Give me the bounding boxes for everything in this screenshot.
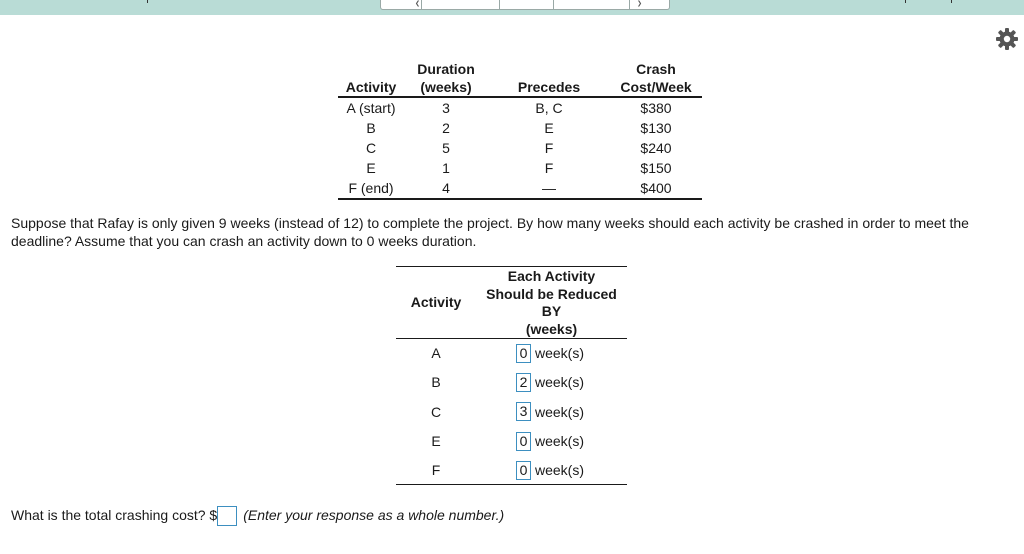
unit-label: week(s) xyxy=(535,374,585,391)
answer-row xyxy=(396,426,627,455)
top-toolbar xyxy=(0,0,1024,15)
cell-precedes: F xyxy=(544,140,554,156)
unit-label: week(s) xyxy=(535,462,585,479)
cell-cost: $240 xyxy=(640,140,672,156)
navigator-divider xyxy=(421,0,422,9)
answer-activity-label: F xyxy=(396,456,476,485)
toolbar-tick xyxy=(905,0,906,3)
cell-activity: C xyxy=(365,140,377,156)
cell-precedes: — xyxy=(488,178,610,199)
question-navigator[interactable] xyxy=(380,0,670,10)
total-cost-hint: (Enter your response as a whole number.) xyxy=(243,507,505,523)
col-crash-cost: Crash Cost/Week xyxy=(610,60,702,97)
answer-col-reduction: Each Activity Should be Reduced BY (weeks) xyxy=(476,267,627,339)
answer-activity-label: A xyxy=(431,345,441,362)
cell-activity: B xyxy=(366,120,376,136)
table-row xyxy=(338,178,702,199)
crash-data-table xyxy=(338,60,702,200)
cell-cost: $130 xyxy=(640,120,672,136)
answer-col-activity: Activity xyxy=(396,267,476,339)
answer-activity-label: B xyxy=(431,374,441,391)
prev-arrow-icon[interactable]: ❮ xyxy=(415,1,421,7)
table-header-row xyxy=(338,60,702,97)
answer-row xyxy=(396,339,627,368)
cell-precedes: F xyxy=(544,160,554,176)
cell-activity: E xyxy=(366,160,376,176)
next-arrow-icon[interactable]: ❯ xyxy=(637,1,643,7)
answer-cell xyxy=(476,456,627,485)
answer-cell xyxy=(476,339,627,368)
answer-row xyxy=(396,368,627,397)
gear-icon[interactable] xyxy=(995,27,1019,51)
col-precedes: Precedes xyxy=(488,60,610,97)
unit-label: week(s) xyxy=(535,403,585,420)
question-text: Suppose that Rafay is only given 9 weeks (instead of 12) to complete the project. By how many weeks should each activity be crashed in order to meet the deadline? Assume that you can crash an activity down to 0 weeks duration. xyxy=(11,215,969,249)
navigator-divider xyxy=(553,0,554,9)
cell-precedes: E xyxy=(544,120,554,136)
navigator-divider xyxy=(629,0,630,9)
cell-cost: $150 xyxy=(640,160,672,176)
table-row xyxy=(338,138,702,158)
cell-duration: 5 xyxy=(442,140,450,156)
col-duration: Duration (weeks) xyxy=(404,60,488,97)
cell-activity: A (start) xyxy=(346,100,396,116)
answer-input-b[interactable]: 2 xyxy=(516,373,531,392)
cell-precedes: B, C xyxy=(535,100,563,116)
table-row xyxy=(338,97,702,118)
answer-input-c[interactable]: 3 xyxy=(516,402,531,421)
cell-duration: 2 xyxy=(442,120,450,136)
toolbar-tick xyxy=(951,0,952,3)
answer-cell xyxy=(476,397,627,426)
cell-activity: F (end) xyxy=(338,178,404,199)
unit-label: week(s) xyxy=(535,345,585,362)
answer-table xyxy=(396,266,627,485)
answer-cell xyxy=(476,426,627,455)
answer-row xyxy=(396,456,627,485)
cell-duration: 1 xyxy=(442,160,450,176)
answer-input-e[interactable]: 0 xyxy=(516,432,531,451)
toolbar-tick xyxy=(147,0,148,3)
answer-activity-label: C xyxy=(430,403,442,420)
cell-cost: $400 xyxy=(610,178,702,199)
table-row xyxy=(338,118,702,138)
col-activity: Activity xyxy=(338,60,404,97)
cell-duration: 4 xyxy=(404,178,488,199)
navigator-divider xyxy=(499,0,500,9)
total-cost-label: What is the total crashing cost? $ xyxy=(11,507,218,523)
cell-cost: $380 xyxy=(640,100,672,116)
answer-input-f[interactable]: 0 xyxy=(516,461,531,480)
unit-label: week(s) xyxy=(535,433,585,450)
total-cost-question xyxy=(11,505,504,526)
table-row xyxy=(338,158,702,178)
answer-header-row xyxy=(396,267,627,339)
cell-duration: 3 xyxy=(442,100,450,116)
answer-cell xyxy=(476,368,627,397)
answer-row xyxy=(396,397,627,426)
answer-input-a[interactable]: 0 xyxy=(516,344,531,363)
answer-activity-label: E xyxy=(431,433,441,450)
total-cost-input[interactable] xyxy=(217,506,237,526)
